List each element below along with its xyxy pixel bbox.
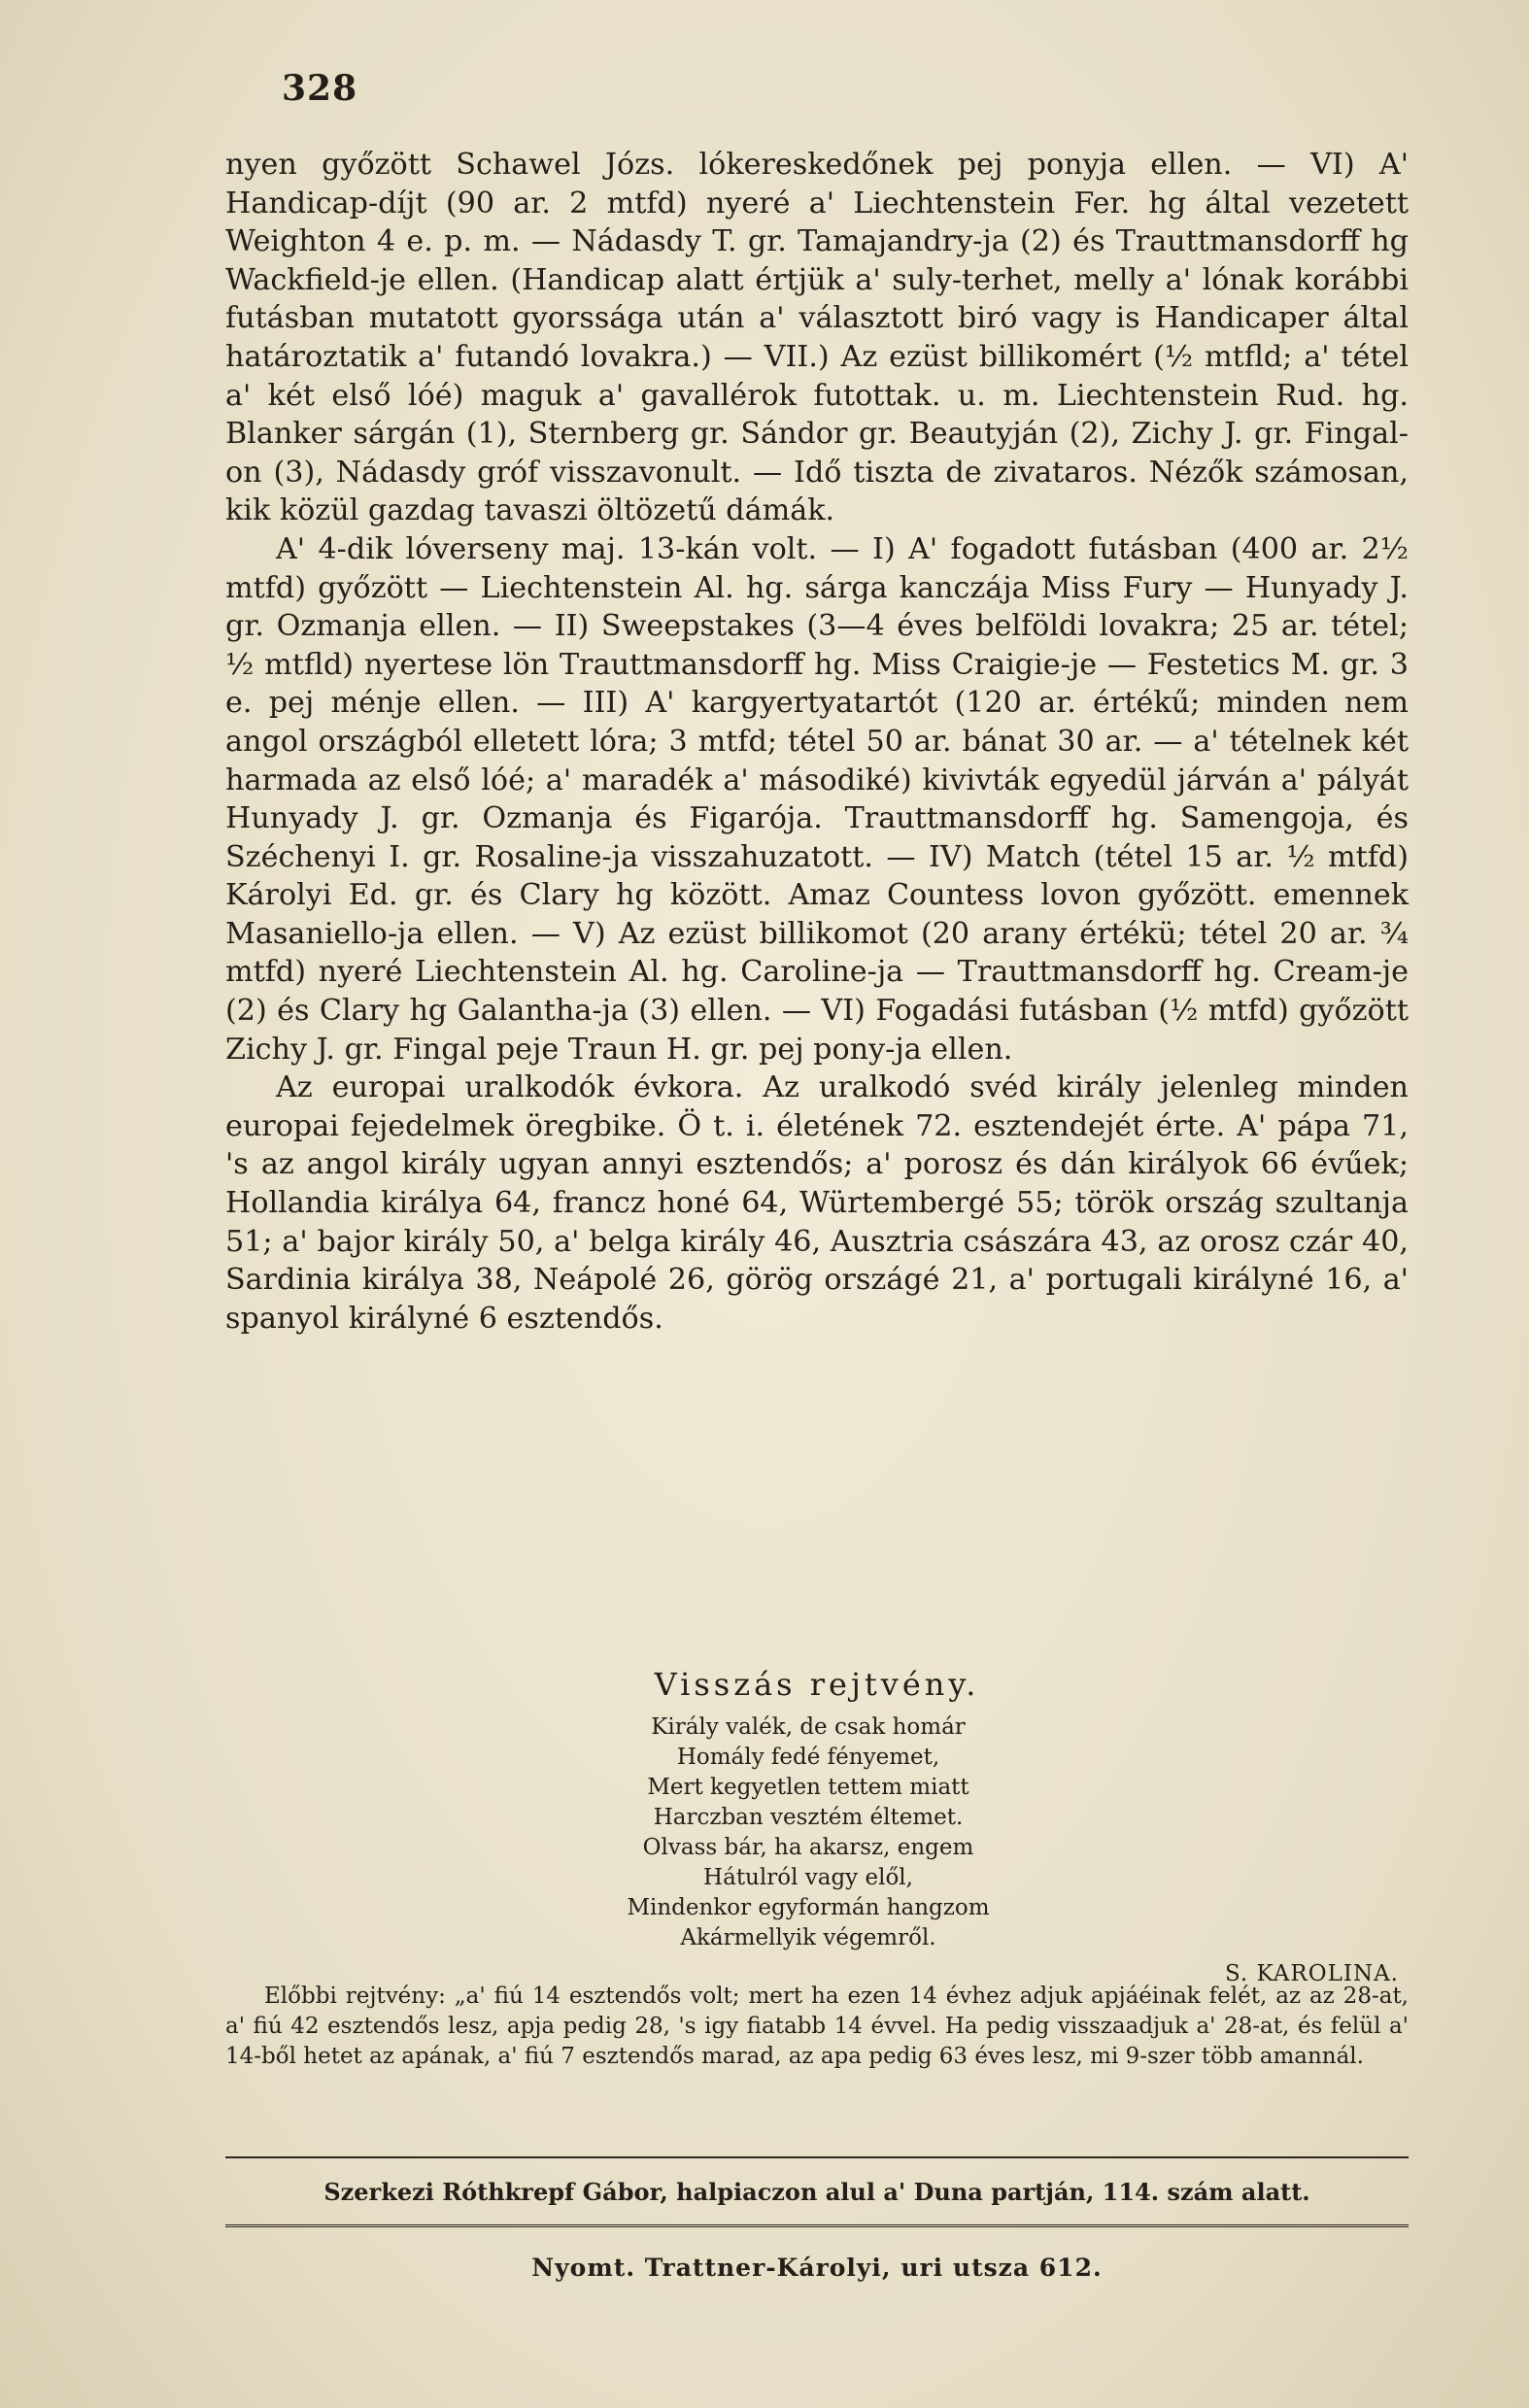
riddle-section	[225, 1666, 1409, 1986]
riddle-title: Visszás rejtvény.	[654, 1666, 980, 1703]
horse-race-paragraph-1: nyen győzött Schawel Józs. lókereskedőnek pej ponyja ellen. — VI) A' Handicap-díjt (90 ar. 2 mtfd) nyeré a' Liechtenstein Fer. hg által vezetett Weighton 4 e. p. m. — Nádasdy T. gr. Tamajandry-ja (2) és Trauttmansdorff hg Wackfield-je ellen. (Handicap alatt értjük a' suly-terhet, melly a' lónak korábbi futásban mutatott gyorssága után a' választott biró vagy is Handicaper által határoztatik a' futandó lovakra.) — VII.) Az ezüst billikomért (½ mtfld; a' tétel a' két első lóé) maguk a' gavallérok futottak. u. m. Liechtenstein Rud. hg. Blanker sárgán (1), Sternberg gr. Sándor gr. Beautyján (2), Zichy J. gr. Fingal-on (3), Nádasdy gróf visszavonult. — Idő tiszta de zivataros. Nézők számosan, kik közül gazdag tavaszi öltözetű dámák.	[225, 148, 1409, 528]
divider	[225, 2156, 1409, 2158]
divider	[225, 2224, 1409, 2227]
riddle-answer	[225, 1982, 1409, 2072]
publisher-imprint: Szerkezi Róthkrepf Gábor, halpiaczon alul a' Duna partján, 114. szám alatt.	[323, 2178, 1310, 2206]
article-body	[225, 146, 1409, 1338]
riddle-line: Akármellyik végemről.	[680, 1925, 936, 1950]
monarchs-age-paragraph: Az europai uralkodók évkora. Az uralkodó svéd király jelenleg minden europai fejedelmek öregbike. Ö t. i. életének 72. esztendejét érte. A' pápa 71, 's az angol király ugyan annyi esztendős; a' porosz és dán királyok 66 évűek; Hollandia királya 64, francz honé 64, Würtembergé 55; török ország szultanja 51; a' bajor király 50, a' belga király 46, Ausztria császára 43, az orosz czár 40, Sardinia királya 38, Neápolé 26, görög országé 21, a' portugali királyné 16, a' spanyol királyné 6 esztendős.	[225, 1070, 1409, 1336]
riddle-verse	[565, 1713, 1051, 1953]
riddle-line: Harczban vesztém éltemet.	[653, 1805, 964, 1830]
riddle-answer-text: Előbbi rejtvény: „a' fiú 14 esztendős volt; mert ha ezen 14 évhez adjuk apjáéinak felét, az az 28-at, a' fiú 42 esztendős lesz, apja pedig 28, 's igy fiatabb 14 évvel. Ha pedig visszaadjuk a' 28-at, és felül a' 14-ből hetet az apának, a' fiú 7 esztendős marad, az apa pedig 63 éves lesz, mi 9-szer több amannál.	[225, 1984, 1409, 2069]
page-number: 328	[282, 68, 358, 109]
horse-race-paragraph-2: A' 4-dik lóverseny maj. 13-kán volt. — I) A' fogadott futásban (400 ar. 2½ mtfd) győzött — Liechtenstein Al. hg. sárga kanczája Miss Fury — Hunyady J. gr. Ozmanja ellen. — II) Sweepstakes (3—4 éves belföldi lovakra; 25 ar. tétel; ½ mtfld) nyertese lön Trauttmansdorff hg. Miss Craigie-je — Festetics M. gr. 3 e. pej ménje ellen. — III) A' kargyertyatartót (120 ar. értékű; minden nem angol országból elletett lóra; 3 mtfd; tétel 50 ar. bánat 30 ar. — a' tételnek két harmada az első lóé; a' maradék a' másodiké) kivivták egyedül járván a' pályát Hunyady J. gr. Ozmanja és Figarója. Trauttmansdorff hg. Samengoja, és Széchenyi I. gr. Rosaline-ja visszahuzatott. — IV) Match (tétel 15 ar. ½ mtfd) Károlyi Ed. gr. és Clary hg között. Amaz Countess lovon győzött. emennek Masaniello-ja ellen. — V) Az ezüst billikomot (20 arany értékü; tétel 20 ar. ¾ mtfd) nyeré Liechtenstein Al. hg. Caroline-ja — Trauttmansdorff hg. Cream-je (2) és Clary hg Galantha-ja (3) ellen. — VI) Fogadási futásban (½ mtfd) győzött Zichy J. gr. Fingal peje Traun H. gr. pej pony-ja ellen.	[225, 531, 1409, 1067]
riddle-line: Mert kegyetlen tettem miatt	[647, 1775, 969, 1800]
riddle-line: Mindenkor egyformán hangzom	[627, 1895, 990, 1920]
riddle-line: Király valék, de csak homár	[651, 1714, 966, 1740]
riddle-line: Olvass bár, ha akarsz, engem	[642, 1835, 974, 1860]
riddle-line: Hátulról vagy elől,	[703, 1865, 913, 1890]
printer-imprint: Nyomt. Trattner-Károlyi, uri utsza 612.	[531, 2254, 1103, 2282]
riddle-author: S. KAROLINA.	[1225, 1961, 1399, 1986]
riddle-line: Homály fedé fényemet,	[676, 1745, 940, 1770]
